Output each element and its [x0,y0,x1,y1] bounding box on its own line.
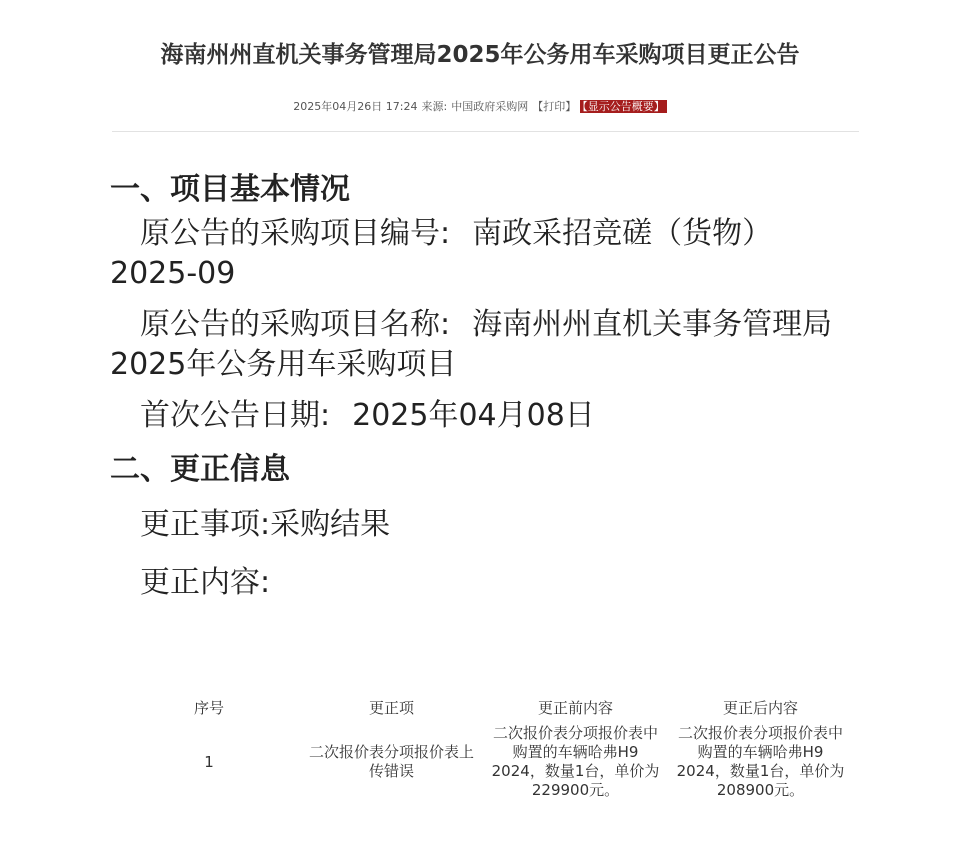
header-item: 更正项 [368,698,414,717]
first-announcement-date [110,396,840,436]
source-label: 来源: [421,100,448,113]
header-before: 更正前内容 [537,698,613,717]
first-date-label: 首次公告日期: [140,398,331,433]
original-name-label: 原公告的采购项目名称: [140,307,451,342]
correction-content-label: 更正内容: [140,565,271,600]
show-summary-button[interactable]: 【显示公告概要】 [582,100,665,113]
cell-item: 二次报价表分项报价表上传错误 [308,743,474,780]
correction-item-value: 采购结果 [270,507,391,542]
publish-datetime: 2025年04月26日 17:24 [293,100,418,113]
table-row [118,720,853,804]
section-heading-correction-info: 二、更正信息 [110,452,290,487]
section-heading-basic-info: 一、项目基本情况 [110,172,350,207]
header-after: 更正后内容 [722,698,798,717]
correction-item-label: 更正事项: [140,507,271,542]
page-title: 海南州州直机关事务管理局2025年公务用车采购项目更正公告 [160,42,800,68]
correction-table [118,694,853,804]
source-link[interactable]: 中国政府采购网 [451,100,529,113]
first-date-value: 2025年04月08日 [352,398,595,433]
announcement-body [110,166,840,603]
original-project-name [110,305,840,385]
cell-before: 二次报价表分项报价表中购置的车辆哈弗H9 2024，数量1台，单价为229900元。 [491,724,660,799]
original-project-number [110,214,840,294]
original-name-value: 海南州州直机关事务管理局2025年公务用车采购项目 [110,307,833,382]
print-link[interactable]: 【打印】 [532,100,577,113]
original-number-label: 原公告的采购项目编号: [140,216,451,251]
cell-after: 二次报价表分项报价表中购置的车辆哈弗H9 2024，数量1台，单价为208900元。 [676,724,845,799]
table-header-row [118,694,853,720]
divider [112,131,859,132]
publish-meta [0,99,960,115]
header-index: 序号 [193,698,224,717]
correction-item [110,505,840,545]
original-number-value: 南政采招竞磋（货物）2025-09 [110,216,773,291]
cell-index: 1 [204,752,214,771]
